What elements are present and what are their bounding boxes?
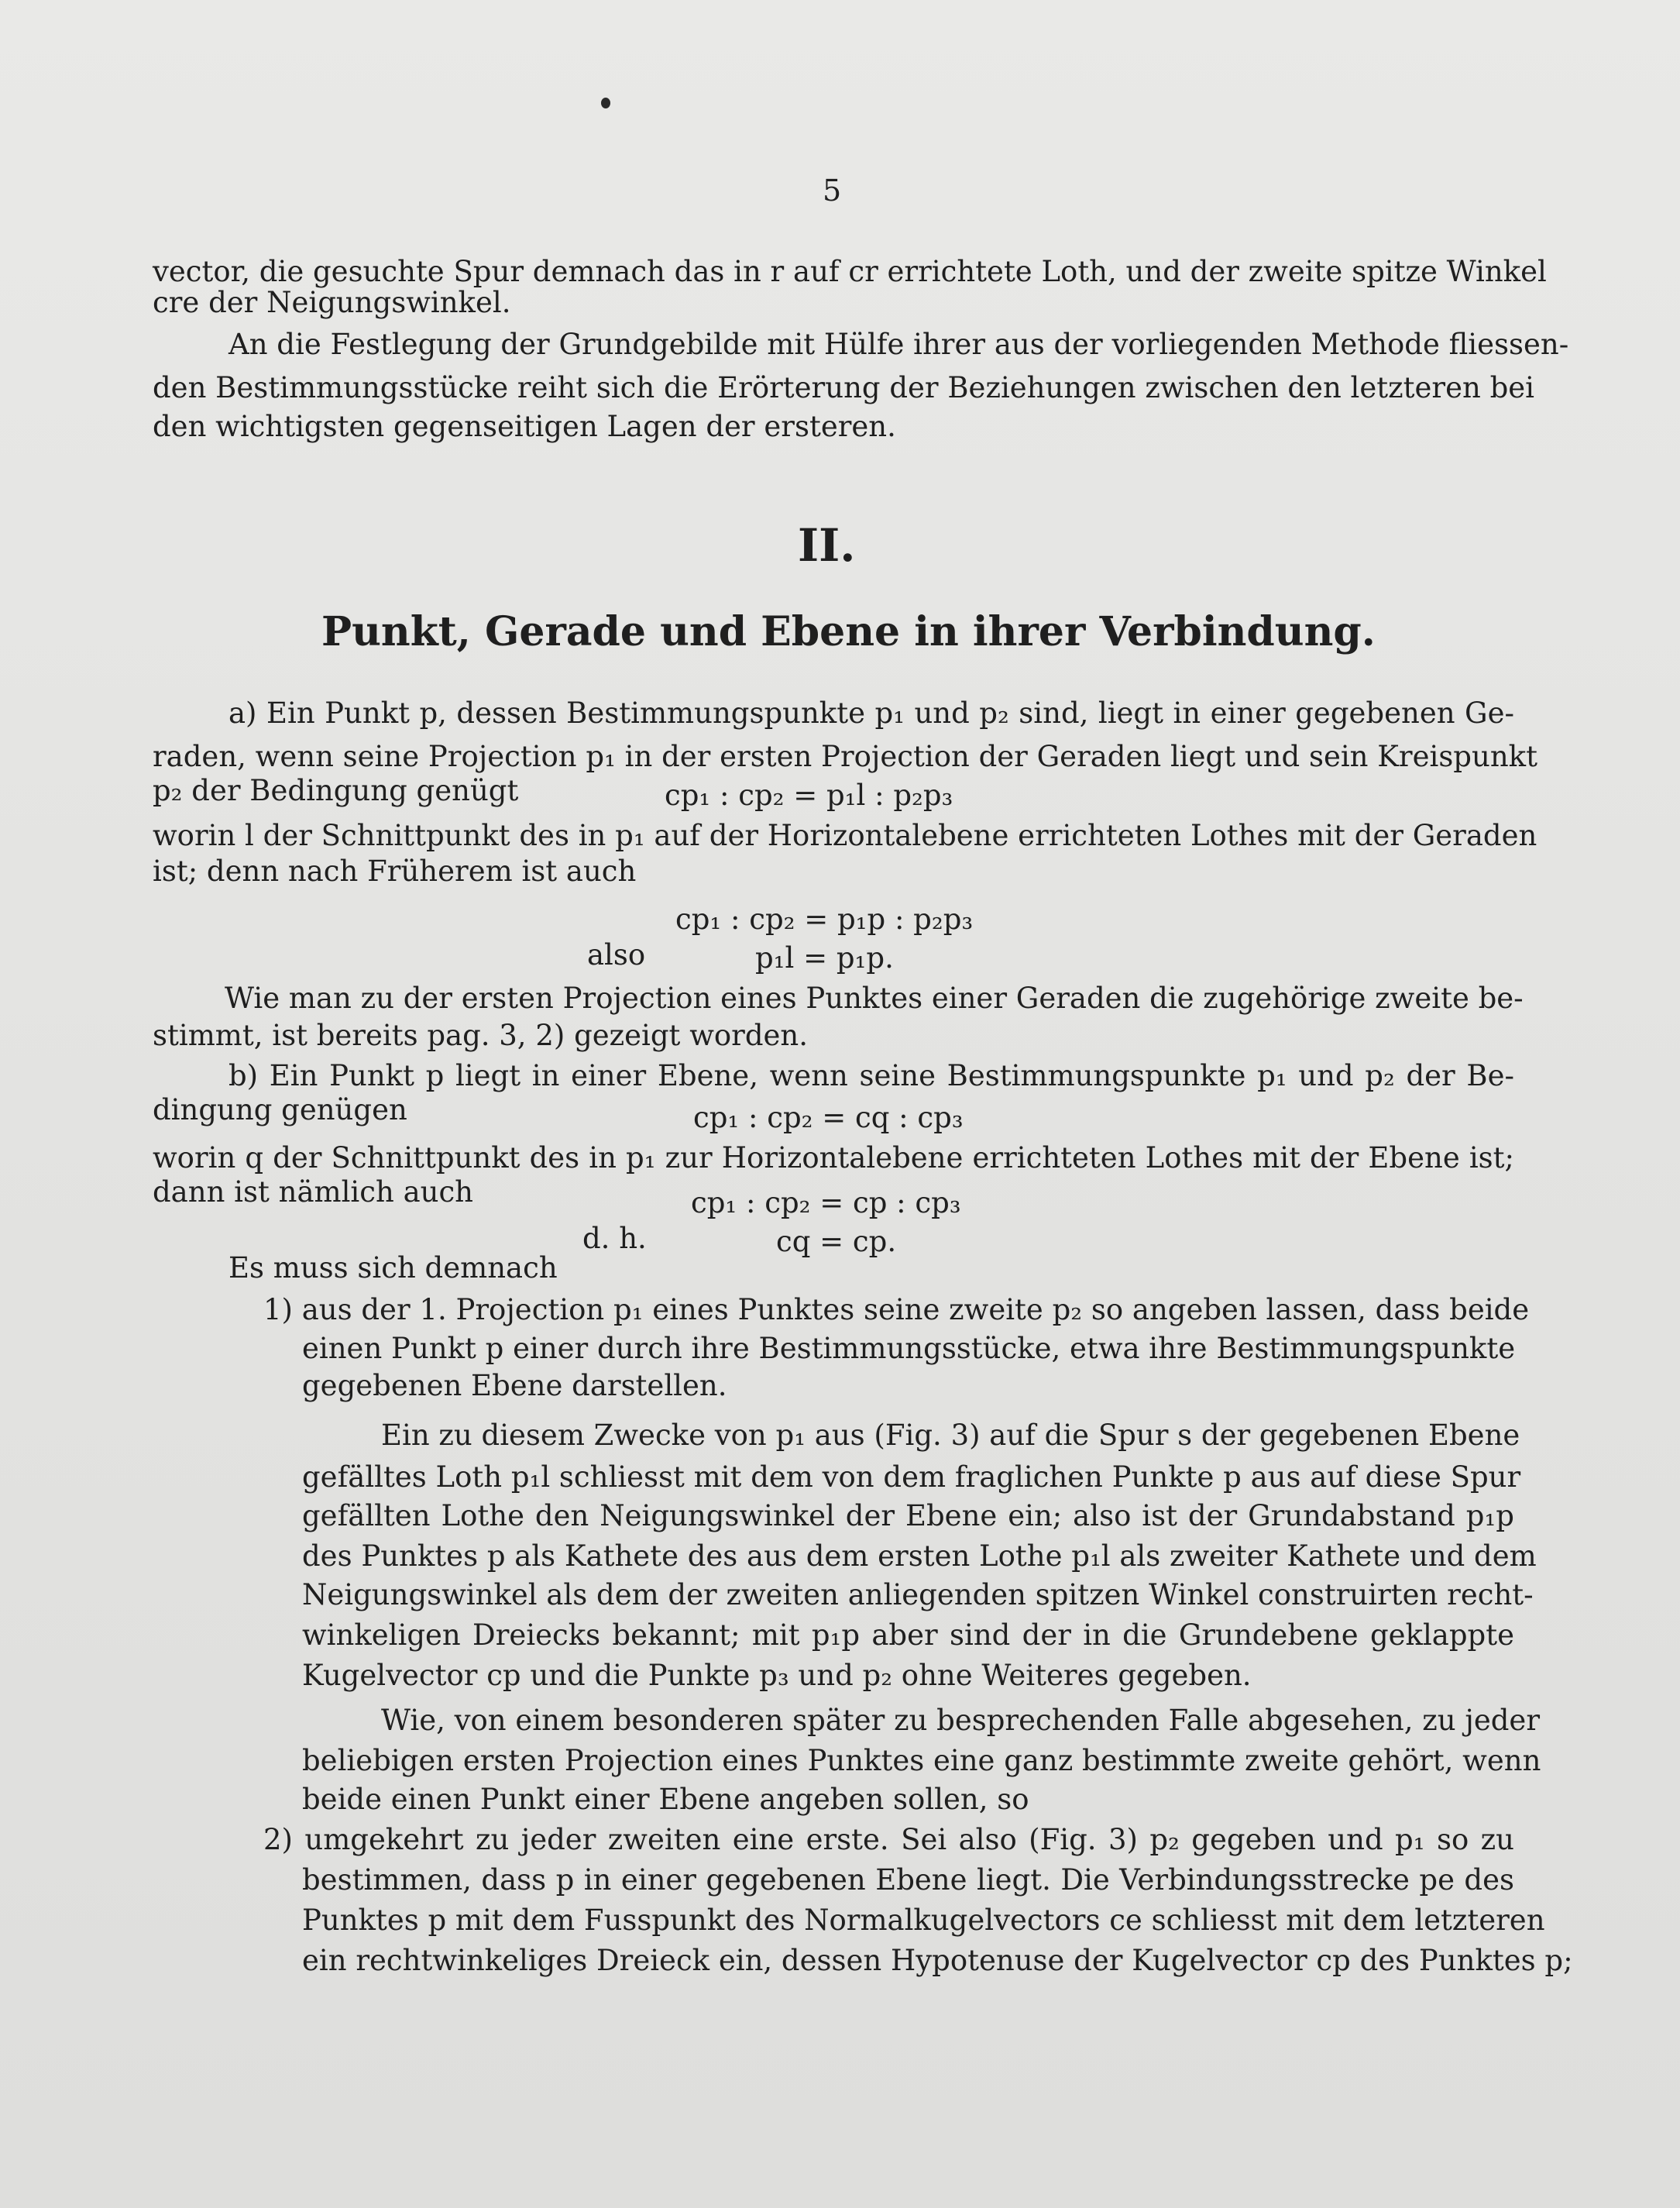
text-line: p₂ der Bedingung genügt <box>153 774 519 807</box>
text-line: Kugelvector cp und die Punkte p₃ und p₂ ohne Weiteres gegeben. <box>302 1659 1252 1692</box>
text-line: ein rechtwinkeliges Dreieck ein, dessen Hypotenuse der Kugelvector cp des Punktes p; <box>302 1944 1573 1977</box>
text-line: a) Ein Punkt p, dessen Bestimmungspunkte p₁ und p₂ sind, liegt in einer gegebenen Ge- <box>228 696 1514 730</box>
text-line: d. h. <box>582 1222 647 1255</box>
text-line: b) Ein Punkt p liegt in einer Ebene, wenn seine Bestimmungspunkte p₁ und p₂ der Be- <box>228 1059 1514 1092</box>
section-title: Punkt, Gerade und Ebene in ihrer Verbindung. <box>321 608 1376 655</box>
text-line: den Bestimmungsstücke reiht sich die Erörterung der Beziehungen zwischen den letzteren bei <box>153 371 1534 404</box>
formula: p₁l = p₁p. <box>755 941 894 975</box>
text-line: 1) aus der 1. Projection p₁ eines Punktes seine zweite p₂ so angeben lassen, dass beide <box>263 1293 1530 1326</box>
text-line: worin l der Schnittpunkt des in p₁ auf der Horizontalebene errichteten Lothes mit der Geraden <box>153 819 1537 852</box>
text-line: cre der Neigungswinkel. <box>153 286 511 319</box>
text-line: 2) umgekehrt zu jeder zweiten eine erste. Sei also (Fig. 3) p₂ gegeben und p₁ so zu <box>263 1823 1514 1856</box>
text-line: des Punktes p als Kathete des aus dem ersten Lothe p₁l als zweiter Kathete und dem <box>302 1539 1537 1573</box>
text-line: Neigungswinkel als dem der zweiten anliegenden spitzen Winkel construirten recht- <box>302 1578 1534 1611</box>
formula: cp₁ : cp₂ = cq : cp₃ <box>693 1101 964 1134</box>
text-line: bestimmen, dass p in einer gegebenen Ebene liegt. Die Verbindungsstrecke pe des <box>302 1863 1514 1897</box>
text-line: vector, die gesuchte Spur demnach das in r auf cr errichtete Loth, und der zweite spitze Winkel <box>153 255 1547 288</box>
text-line: beliebigen ersten Projection eines Punktes eine ganz bestimmte zweite gehört, wenn <box>302 1744 1541 1777</box>
page-number: 5 <box>823 174 842 208</box>
text-line: winkeligen Dreiecks bekannt; mit p₁p aber sind der in die Grundebene geklappte <box>302 1618 1514 1652</box>
text-line: Ein zu diesem Zwecke von p₁ aus (Fig. 3) auf die Spur s der gegebenen Ebene <box>381 1419 1520 1452</box>
text-line: Punktes p mit dem Fusspunkt des Normalkugelvectors ce schliesst mit dem letzteren <box>302 1904 1545 1937</box>
text-line: gegebenen Ebene darstellen. <box>302 1369 727 1402</box>
text-line: dann ist nämlich auch <box>153 1175 474 1209</box>
formula: cp₁ : cp₂ = cp : cp₃ <box>691 1186 961 1219</box>
text-line: einen Punkt p einer durch ihre Bestimmungsstücke, etwa ihre Bestimmungspunkte <box>302 1332 1516 1365</box>
text-line: Wie man zu der ersten Projection eines Punktes einer Geraden die zugehörige zweite be- <box>225 982 1524 1015</box>
section-number: II. <box>798 519 856 572</box>
text-line: ist; denn nach Früherem ist auch <box>153 855 637 888</box>
text-line: dingung genügen <box>153 1093 407 1126</box>
text-line: raden, wenn seine Projection p₁ in der ersten Projection der Geraden liegt und sein Kreispunkt <box>153 740 1537 773</box>
formula: cp₁ : cp₂ = p₁p : p₂p₃ <box>675 903 974 936</box>
text-line: worin q der Schnittpunkt des in p₁ zur Horizontalebene errichteten Lothes mit der Ebene ist; <box>153 1141 1514 1175</box>
text-line: den wichtigsten gegenseitigen Lagen der ersteren. <box>153 410 896 443</box>
text-line: Es muss sich demnach <box>228 1251 558 1285</box>
text-line: beide einen Punkt einer Ebene angeben sollen, so <box>302 1783 1029 1816</box>
ink-dot <box>601 98 610 108</box>
text-line: gefällten Lothe den Neigungswinkel der Ebene ein; also ist der Grundabstand p₁p <box>302 1499 1514 1532</box>
formula: cq = cp. <box>776 1225 897 1258</box>
text-line: An die Festlegung der Grundgebilde mit Hülfe ihrer aus der vorliegenden Methode fliessen- <box>228 328 1569 361</box>
text-line: Wie, von einem besonderen später zu besprechenden Falle abgesehen, zu jeder <box>381 1704 1541 1737</box>
text-line: gefälltes Loth p₁l schliesst mit dem von dem fraglichen Punkte p aus auf diese Spur <box>302 1460 1521 1494</box>
text-line: stimmt, ist bereits pag. 3, 2) gezeigt worden. <box>153 1019 808 1052</box>
formula: cp₁ : cp₂ = p₁l : p₂p₃ <box>665 779 953 812</box>
text-line: also <box>587 938 646 972</box>
